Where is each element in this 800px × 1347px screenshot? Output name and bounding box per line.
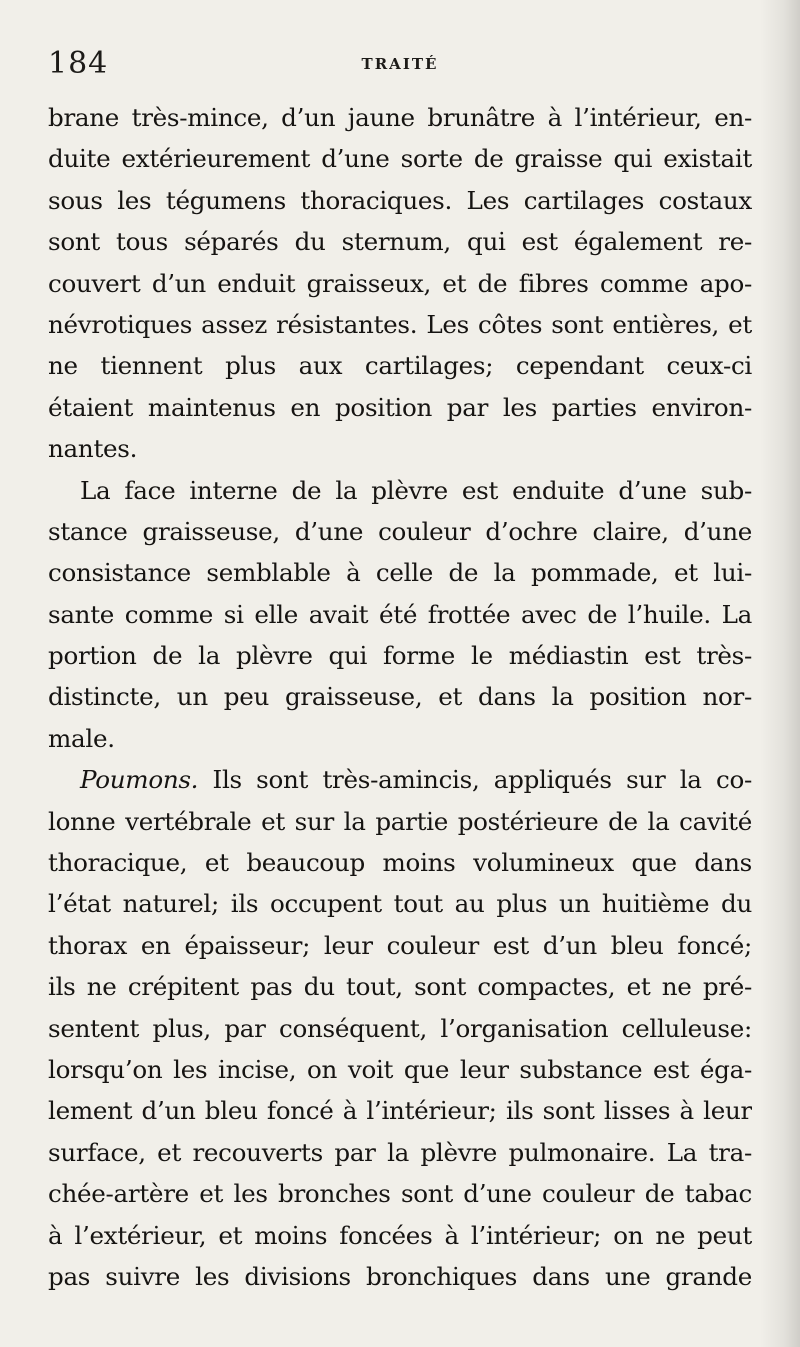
text-line: pas suivre les divisions bronchiques dans une grande	[48, 1261, 752, 1291]
text-line: thorax en épaisseur; leur couleur est d’un bleu foncé;	[48, 930, 752, 960]
running-title: TRAITÉ	[361, 55, 439, 73]
text-line: duite extérieurement d’une sorte de graisse qui existait	[48, 144, 752, 174]
text-line: brane très-mince, d’un jaune brunâtre à l’intérieur, en-	[48, 103, 752, 132]
text-line: sont tous séparés du sternum, qui est également re-	[48, 227, 752, 257]
page-number: 184	[48, 46, 109, 81]
text-line: stance graisseuse, d’une couleur d’ochre claire, d’une	[48, 516, 752, 546]
text-segment: Ils sont très-amincis, appliqués sur la co-	[212, 765, 752, 795]
body-text	[48, 97, 752, 1297]
text-line: ils ne crépitent pas du tout, sont compactes, et ne pré-	[48, 972, 752, 1002]
page-header	[48, 44, 752, 84]
text-line: portion de la plèvre qui forme le médiastin est très-	[48, 641, 752, 671]
text-line: lement d’un bleu foncé à l’intérieur; ils sont lisses à leur	[48, 1096, 752, 1126]
text-line: nantes.	[48, 434, 138, 464]
text-line: sous les tégumens thoraciques. Les cartilages costaux	[48, 185, 752, 215]
text-line: ne tiennent plus aux cartilages; cependant ceux-ci	[48, 351, 752, 381]
text-line: à l’extérieur, et moins foncées à l’intérieur; on ne peut	[48, 1220, 752, 1250]
text-line: lorsqu’on les incise, on voit que leur substance est éga-	[48, 1054, 752, 1084]
section-heading: Poumons.	[80, 765, 199, 795]
text-line: névrotiques assez résistantes. Les côtes sont entières, et	[48, 309, 752, 339]
text-line: thoracique, et beaucoup moins volumineux que dans	[48, 848, 752, 878]
text-line: surface, et recouverts par la plèvre pulmonaire. La tra-	[48, 1137, 752, 1167]
text-line: sentent plus, par conséquent, l’organisation celluleuse:	[48, 1013, 752, 1043]
text-line: lonne vertébrale et sur la partie postérieure de la cavité	[48, 806, 752, 836]
text-line: consistance semblable à celle de la pommade, et lui-	[48, 558, 752, 588]
text-line: étaient maintenus en position par les parties environ-	[48, 392, 752, 422]
text-line: l’état naturel; ils occupent tout au plus un huitième du	[48, 889, 752, 919]
text-line: couvert d’un enduit graisseux, et de fibres comme apo-	[48, 268, 752, 298]
paragraph-first-line	[48, 759, 752, 800]
text-line: sante comme si elle avait été frottée avec de l’huile. La	[48, 599, 752, 629]
text-line: chée-artère et les bronches sont d’une couleur de tabac	[48, 1179, 752, 1209]
text-line: distincte, un peu graisseuse, et dans la position nor-	[48, 682, 752, 712]
text-line: male.	[48, 723, 115, 753]
paragraph-first-line: La face interne de la plèvre est enduite d’une sub-	[80, 475, 752, 505]
